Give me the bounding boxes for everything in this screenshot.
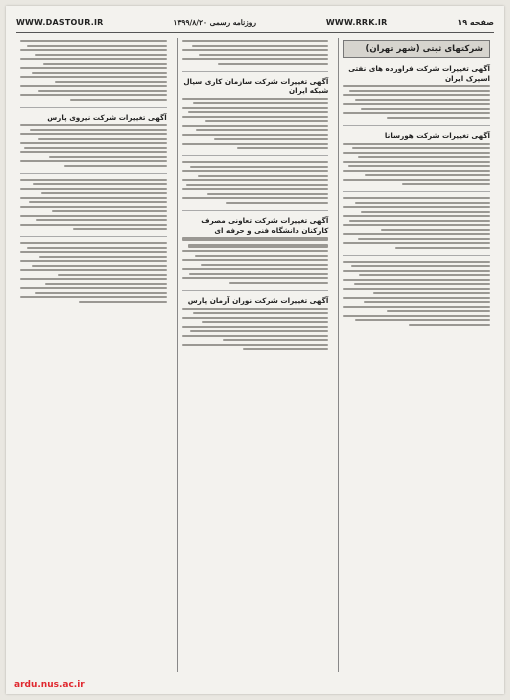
notice bbox=[182, 161, 329, 204]
notice bbox=[20, 179, 167, 231]
notice bbox=[20, 113, 167, 167]
column-middle bbox=[177, 38, 333, 672]
notice-body bbox=[20, 242, 167, 303]
notice-highlighted bbox=[182, 216, 329, 284]
notice-title: آگهی تغییرات شرکت نیروی پارس bbox=[47, 112, 167, 122]
notice-title: آگهی تغییرات شرکت هورسانا bbox=[384, 130, 490, 140]
header-date: روزنامه رسمی ۱۳۹۹/۸/۲۰ bbox=[173, 17, 257, 27]
notice bbox=[343, 64, 490, 119]
divider bbox=[20, 236, 167, 237]
notice bbox=[182, 77, 329, 150]
notice bbox=[182, 296, 329, 350]
notice-body bbox=[20, 40, 167, 101]
notice-body bbox=[343, 143, 490, 186]
divider bbox=[182, 155, 329, 156]
notice bbox=[20, 242, 167, 303]
columns bbox=[16, 38, 494, 672]
page-header bbox=[16, 14, 494, 30]
notice bbox=[343, 197, 490, 249]
divider bbox=[182, 210, 329, 211]
divider bbox=[343, 255, 490, 256]
notice bbox=[343, 261, 490, 326]
notice-title: آگهی تغییرات شرکت تعاونی مصرف کارکنان دانشگاه فنی و حرفه ای bbox=[201, 215, 329, 235]
notice-title: آگهی تغییرات شرکت نوران آرمان پارس bbox=[187, 295, 329, 305]
notice-body bbox=[182, 308, 329, 351]
notice bbox=[20, 40, 167, 101]
notice-body bbox=[182, 40, 329, 65]
divider bbox=[343, 125, 490, 126]
notice-title: آگهی تغییرات شرکت فراورده های نفتی اسپرک ایران bbox=[348, 64, 490, 83]
notice-body bbox=[20, 179, 167, 231]
divider bbox=[182, 290, 329, 291]
column-left bbox=[16, 38, 171, 672]
section-title: شرکتهای ثبتی (شهر تهران) bbox=[343, 40, 490, 58]
notice-body bbox=[343, 85, 490, 119]
newspaper-page bbox=[6, 6, 504, 694]
notice-title: آگهی تغییرات شرکت سازمان کاری سیال شبکه ایران bbox=[183, 76, 329, 96]
divider bbox=[20, 173, 167, 174]
header-page-number: صفحه ۱۹ bbox=[457, 17, 494, 27]
divider bbox=[343, 191, 490, 192]
notice-body bbox=[182, 161, 329, 204]
notice bbox=[343, 131, 490, 185]
notice bbox=[182, 40, 329, 65]
notice-body bbox=[343, 261, 490, 326]
header-rule bbox=[16, 32, 494, 33]
notice-body bbox=[182, 98, 329, 150]
notice-body bbox=[182, 237, 329, 284]
header-site-left: WWW.DASTOUR.IR bbox=[16, 17, 104, 27]
footer-url: ardu.nus.ac.ir bbox=[14, 680, 85, 690]
divider bbox=[182, 71, 329, 72]
divider bbox=[20, 107, 167, 108]
notice-body bbox=[20, 124, 167, 167]
notice-body bbox=[343, 197, 490, 249]
header-site-right: WWW.RRK.IR bbox=[325, 17, 388, 27]
column-right bbox=[338, 38, 494, 672]
